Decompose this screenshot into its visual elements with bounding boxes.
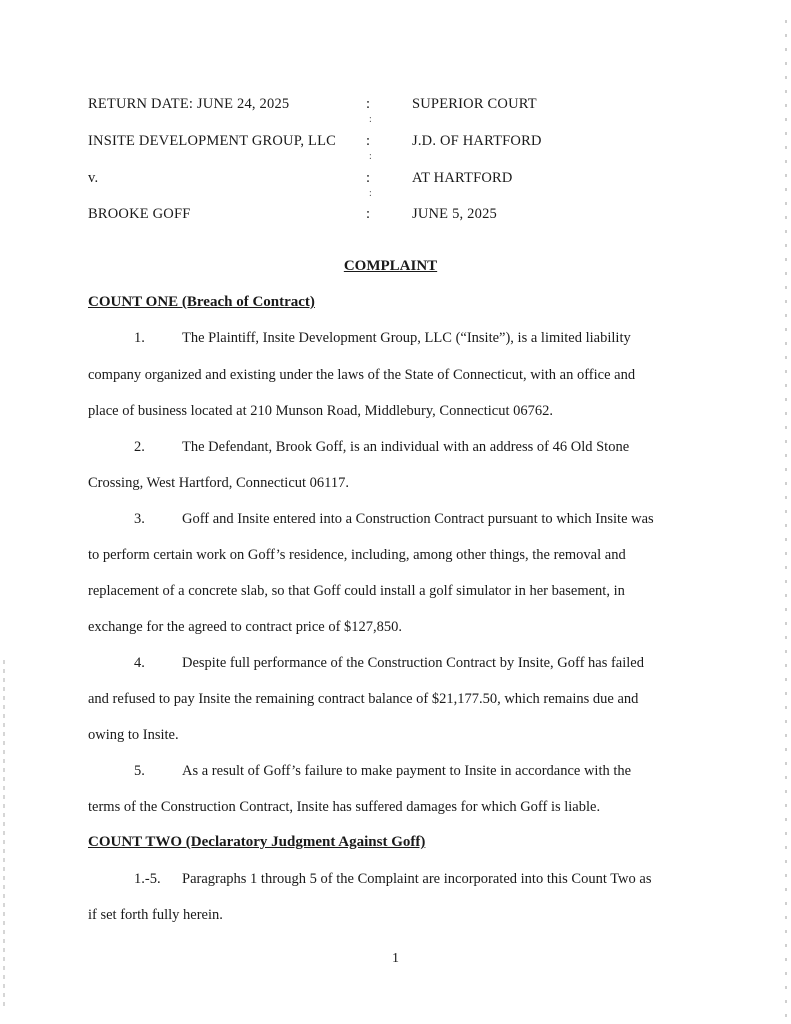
defendant-name: BROOKE GOFF [88, 206, 191, 222]
scan-edge-right [785, 20, 787, 1020]
plaintiff-name: INSITE DEVELOPMENT GROUP, LLC [88, 133, 337, 149]
caption-row-1 [0, 96, 791, 116]
scan-edge-left [3, 660, 5, 1010]
document-title: COMPLAINT [343, 258, 438, 274]
paragraph-1-line-2: company organized and existing under the laws of the State of Connecticut, with an office and [88, 367, 636, 383]
paragraph-number: 3. [134, 511, 145, 527]
page-number: 1 [392, 951, 399, 966]
paragraph-4-line-1: 4. Despite full performance of the Construction Contract by Insite, Goff has failed [134, 655, 644, 671]
caption-row-3 [0, 170, 791, 190]
paragraph-3-line-2: to perform certain work on Goff’s residence, including, among other things, the removal and [88, 547, 626, 563]
versus: v. [88, 170, 99, 186]
paragraph-number: 4. [134, 655, 145, 671]
filing-date: JUNE 5, 2025 [412, 206, 497, 222]
count-one-heading: COUNT ONE (Breach of Contract) [88, 294, 315, 310]
caption-colon: : [366, 96, 371, 112]
paragraph-2-line-1: 2. The Defendant, Brook Goff, is an individual with an address of 46 Old Stone [134, 439, 630, 455]
paragraph-number: 5. [134, 763, 145, 779]
court-name: SUPERIOR COURT [412, 96, 537, 112]
caption-colon: : [366, 170, 371, 186]
caption-divider-dot: : [369, 188, 372, 199]
paragraph-2-line-2: Crossing, West Hartford, Connecticut 06117. [88, 475, 350, 491]
caption-row-4 [0, 206, 791, 226]
paragraph-number: 2. [134, 439, 145, 455]
judicial-district: J.D. OF HARTFORD [412, 133, 542, 149]
caption-colon: : [366, 133, 371, 149]
count-two-paragraph-line-1: 1.-5. Paragraphs 1 through 5 of the Complaint are incorporated into this Count Two as [134, 871, 652, 887]
count-two-paragraph-line-2: if set forth fully herein. [88, 907, 223, 923]
paragraph-1-line-1: 1. The Plaintiff, Insite Development Group, LLC (“Insite”), is a limited liability [134, 330, 631, 346]
paragraph-5-line-1: 5. As a result of Goff’s failure to make payment to Insite in accordance with the [134, 763, 632, 779]
paragraph-3-line-3: replacement of a concrete slab, so that Goff could install a golf simulator in her basement, in [88, 583, 625, 599]
paragraph-4-line-3: owing to Insite. [88, 727, 179, 743]
paragraph-3-line-4: exchange for the agreed to contract price of $127,850. [88, 619, 403, 635]
paragraph-1-line-3: place of business located at 210 Munson Road, Middlebury, Connecticut 06762. [88, 403, 553, 419]
paragraph-3-line-1: 3. Goff and Insite entered into a Construction Contract pursuant to which Insite was [134, 511, 654, 527]
paragraph-5-line-2: terms of the Construction Contract, Insite has suffered damages for which Goff is liable. [88, 799, 601, 815]
court-location: AT HARTFORD [412, 170, 513, 186]
paragraph-4-line-2: and refused to pay Insite the remaining contract balance of $21,177.50, which remains due and [88, 691, 639, 707]
caption-divider-dot: : [369, 151, 372, 162]
return-date: RETURN DATE: JUNE 24, 2025 [88, 96, 290, 112]
caption-colon: : [366, 206, 371, 222]
count-two-heading: COUNT TWO (Declaratory Judgment Against Goff) [88, 834, 426, 850]
caption-divider-dot: : [369, 114, 372, 125]
caption-row-2 [0, 133, 791, 153]
paragraph-number: 1. [134, 330, 145, 346]
paragraph-number: 1.-5. [134, 871, 161, 887]
